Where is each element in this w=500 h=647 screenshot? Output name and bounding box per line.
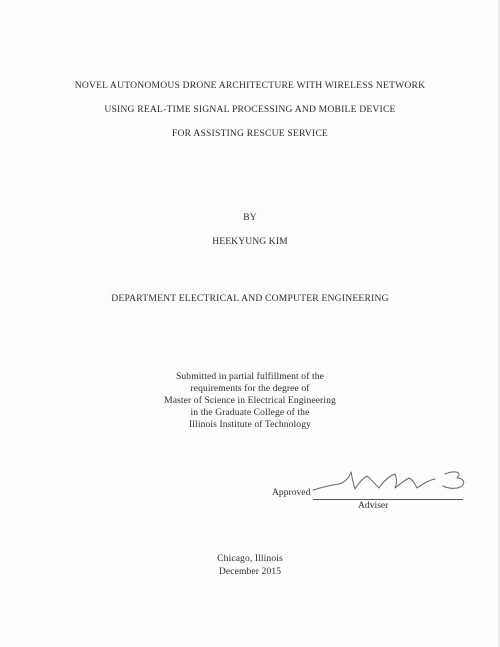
approval-block: [0, 472, 500, 512]
title-line-3: FOR ASSISTING RESCUE SERVICE: [172, 128, 328, 139]
by-label: BY: [243, 212, 257, 223]
submission-line-1: Submitted in partial fulfillment of the: [175, 371, 325, 382]
department-name: DEPARTMENT ELECTRICAL AND COMPUTER ENGINEERING: [111, 293, 389, 304]
submission-line-3: Master of Science in Electrical Engineering: [164, 395, 336, 406]
submission-date: December 2015: [218, 566, 282, 577]
adviser-signature: [305, 464, 485, 504]
adviser-label: Adviser: [358, 500, 389, 511]
submission-line-4: in the Graduate College of the: [190, 407, 310, 418]
submission-line-5: Illinois Institute of Technology: [189, 419, 311, 430]
title-line-2: USING REAL-TIME SIGNAL PROCESSING AND MOBILE DEVICE: [104, 104, 396, 115]
title-line-1: NOVEL AUTONOMOUS DRONE ARCHITECTURE WITH WIRELESS NETWORK: [74, 80, 426, 91]
location: Chicago, Illinois: [217, 553, 283, 564]
submission-line-2: requirements for the degree of: [190, 383, 310, 394]
approved-label: Approved: [272, 487, 311, 498]
author-name: HEEKYUNG KIM: [212, 236, 288, 247]
